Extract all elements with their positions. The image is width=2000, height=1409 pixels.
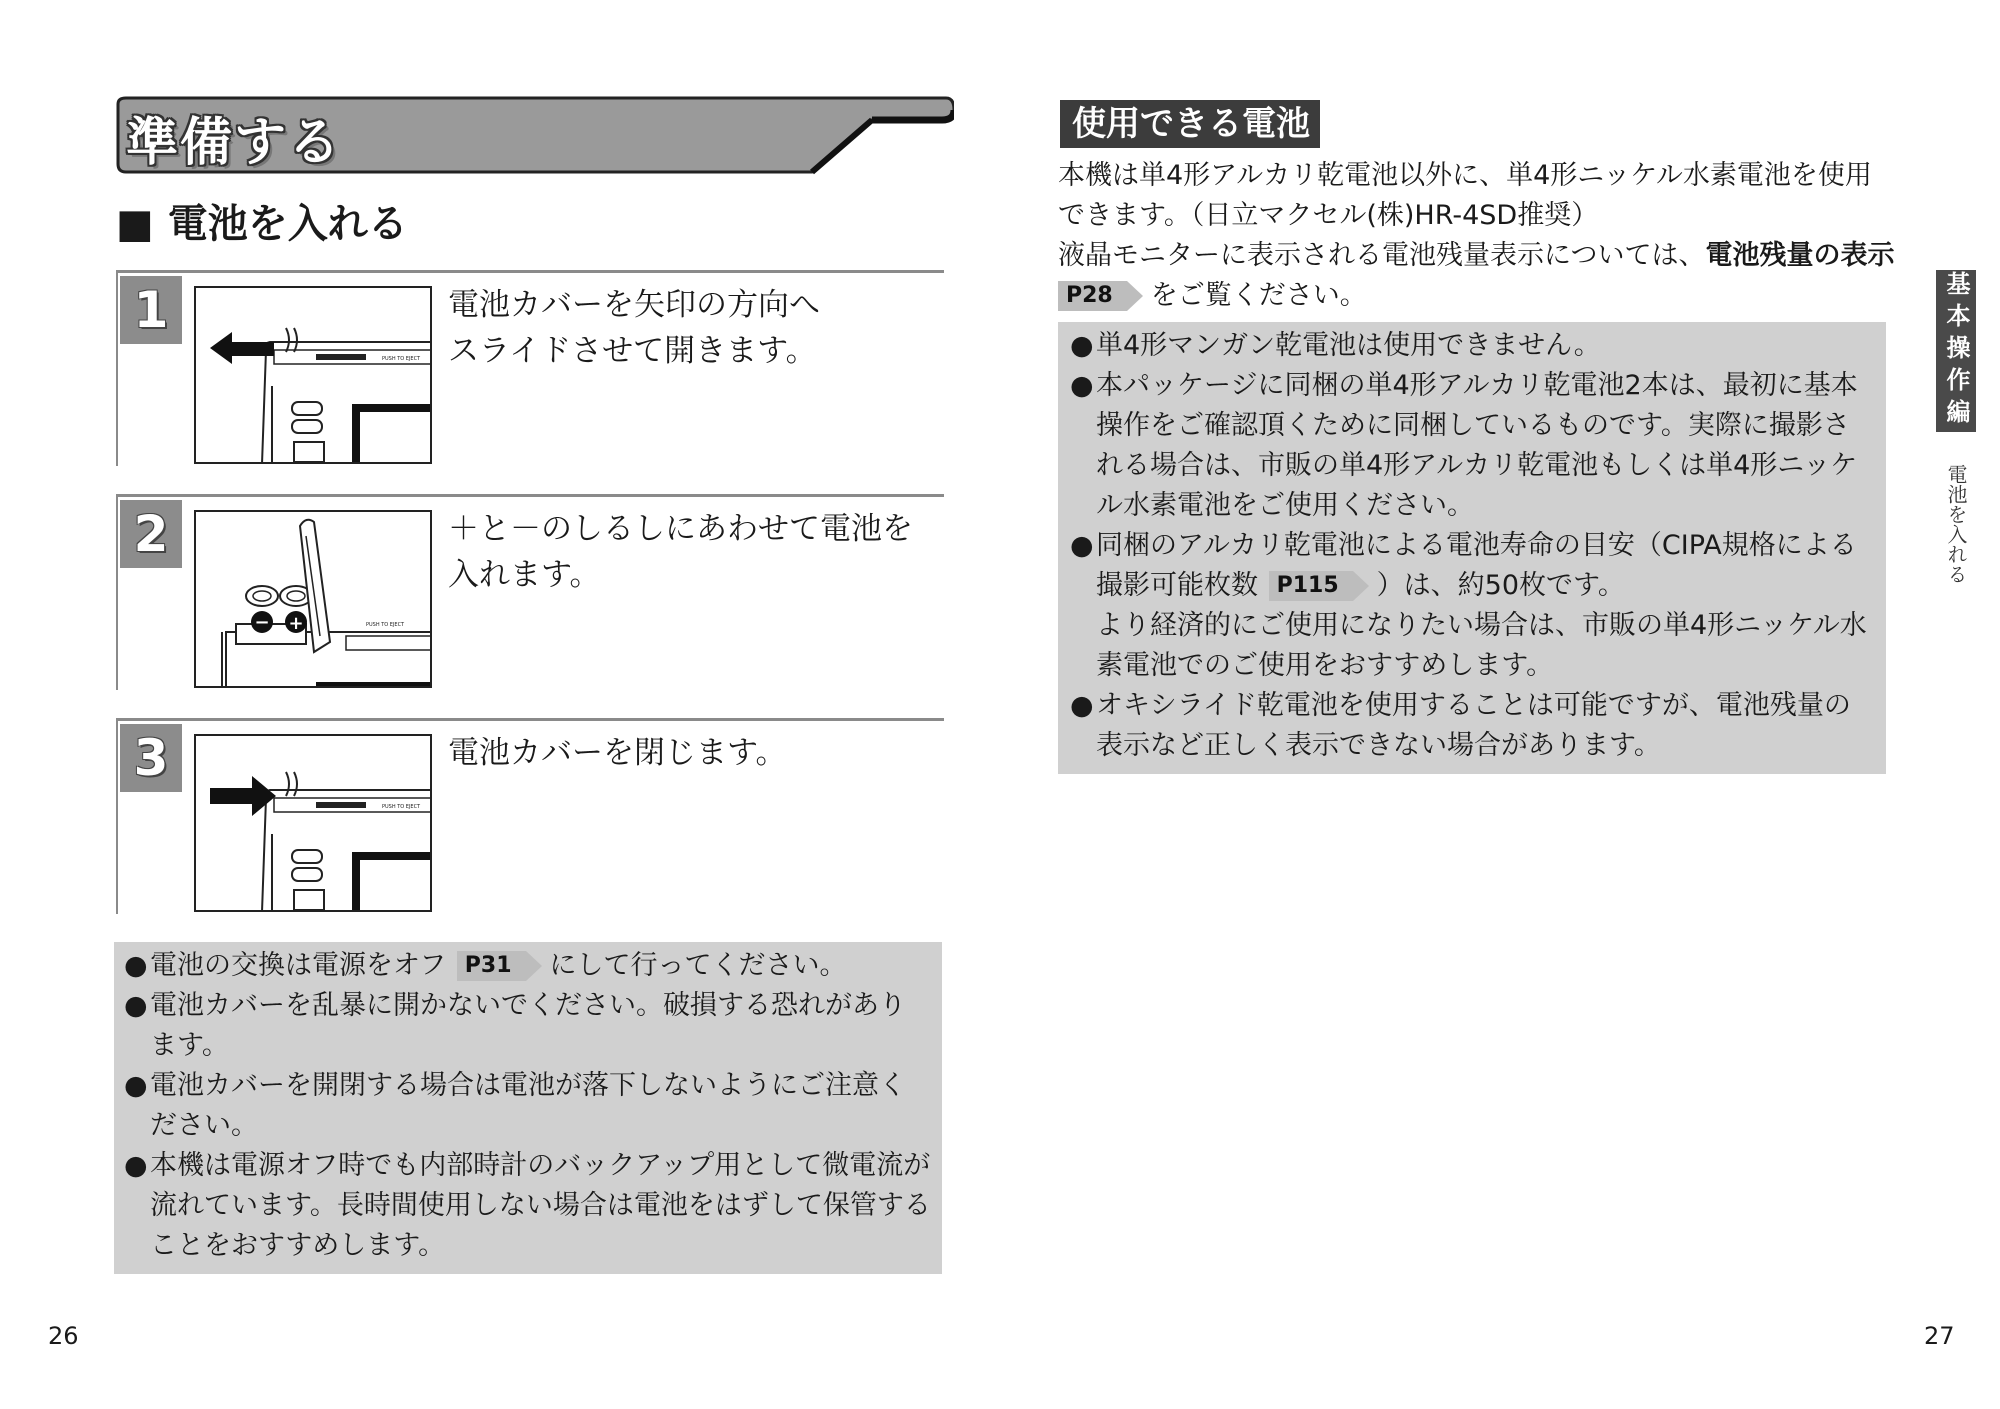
- list-item: ● 電池カバーを開閉する場合は電池が落下しないようにご注意ください。: [124, 1070, 906, 1141]
- step-rule: [116, 718, 944, 721]
- list-item: ● 同梱のアルカリ乾電池による電池寿命の目安（CIPA規格による撮影可能枚数 P115 ）は、約50枚です。 より経済的にご使用になりたい場合は、市販の単4形ニッケル水素電池でのご使用をおすすめします。: [1070, 530, 1867, 681]
- list-item: ● 本パッケージに同梱の単4形アルカリ乾電池2本は、最初に基本操作をご確認頂くために同梱しているものです。実際に撮影される場合は、市販の単4形アルカリ乾電池もしくは単4形ニッケル水素電池をご使用ください。: [1070, 370, 1858, 521]
- step-2-figure: [194, 510, 432, 688]
- step-text-line: スライドさせて開きます。: [448, 333, 817, 369]
- list-item: ● オキシライド乾電池を使用することは可能ですが、電池残量の表示など正しく表示できない場合があります。: [1070, 690, 1851, 761]
- page-number-left: 26: [48, 1322, 79, 1350]
- svg-text:PUSH TO EJECT: PUSH TO EJECT: [382, 356, 421, 362]
- step-left-line: [116, 494, 118, 690]
- svg-text:−: −: [254, 612, 270, 633]
- step-rule: [116, 270, 944, 273]
- step-number: 1: [120, 276, 182, 344]
- step-text-line: 入れます。: [448, 557, 601, 593]
- chapter-title: 準備する: [126, 113, 343, 173]
- step-1-figure: [194, 286, 432, 464]
- svg-text:+: +: [288, 613, 304, 634]
- step-3-instructions: [448, 730, 948, 776]
- list-item: ● 単4形マンガン乾電池は使用できません。: [1070, 330, 1601, 361]
- step-text-line: 電池カバーを矢印の方向へ: [448, 287, 820, 323]
- usable-battery-heading: 使用できる電池: [1060, 100, 1320, 148]
- list-item: ● 電池の交換は電源をオフ P31 にして行ってください。: [124, 950, 847, 981]
- chapter-side-tab[interactable]: 基本操作編: [1936, 270, 1976, 432]
- svg-text:PUSH TO EJECT: PUSH TO EJECT: [366, 622, 405, 628]
- step-left-line: [116, 270, 118, 466]
- battery-notes-box: [1058, 322, 1886, 774]
- svg-text:PUSH TO EJECT: PUSH TO EJECT: [382, 804, 421, 810]
- list-item: ● 本機は電源オフ時でも内部時計のバックアップ用として微電流が流れています。長時間使用しない場合は電池をはずして保管することをおすすめします。: [124, 1150, 931, 1261]
- step-3-figure: [194, 734, 432, 912]
- step-number: 2: [120, 500, 182, 568]
- usable-battery-body: [1058, 156, 1898, 316]
- page-reference-button[interactable]: P31: [457, 951, 526, 981]
- section-title: ■ 電池を入れる: [116, 201, 408, 247]
- caution-notes-box: [114, 942, 942, 1274]
- page-reference-button[interactable]: P115: [1269, 571, 1353, 601]
- step-number: 3: [120, 724, 182, 792]
- page-reference-button[interactable]: P28: [1058, 281, 1127, 311]
- step-rule: [116, 494, 944, 497]
- section-side-label: 電池を入れる: [1944, 464, 1968, 584]
- step-text-line: ＋と－のしるしにあわせて電池を: [448, 511, 913, 547]
- paragraph: 液晶モニターに表示される電池残量表示については、電池残量の表示 P28 をご覧ください。: [1058, 240, 1895, 311]
- step-left-line: [116, 718, 118, 914]
- step-1-instructions: [448, 282, 948, 374]
- step-2-instructions: [448, 506, 948, 598]
- list-item: ● 電池カバーを乱暴に開かないでください。破損する恐れがあります。: [124, 990, 906, 1061]
- page-number-right: 27: [1924, 1322, 1955, 1350]
- paragraph: 本機は単4形アルカリ乾電池以外に、単4形ニッケル水素電池を使用できます。（日立マクセル(株)HR-4SD推奨）: [1058, 160, 1872, 231]
- step-text-line: 電池カバーを閉じます。: [448, 735, 787, 771]
